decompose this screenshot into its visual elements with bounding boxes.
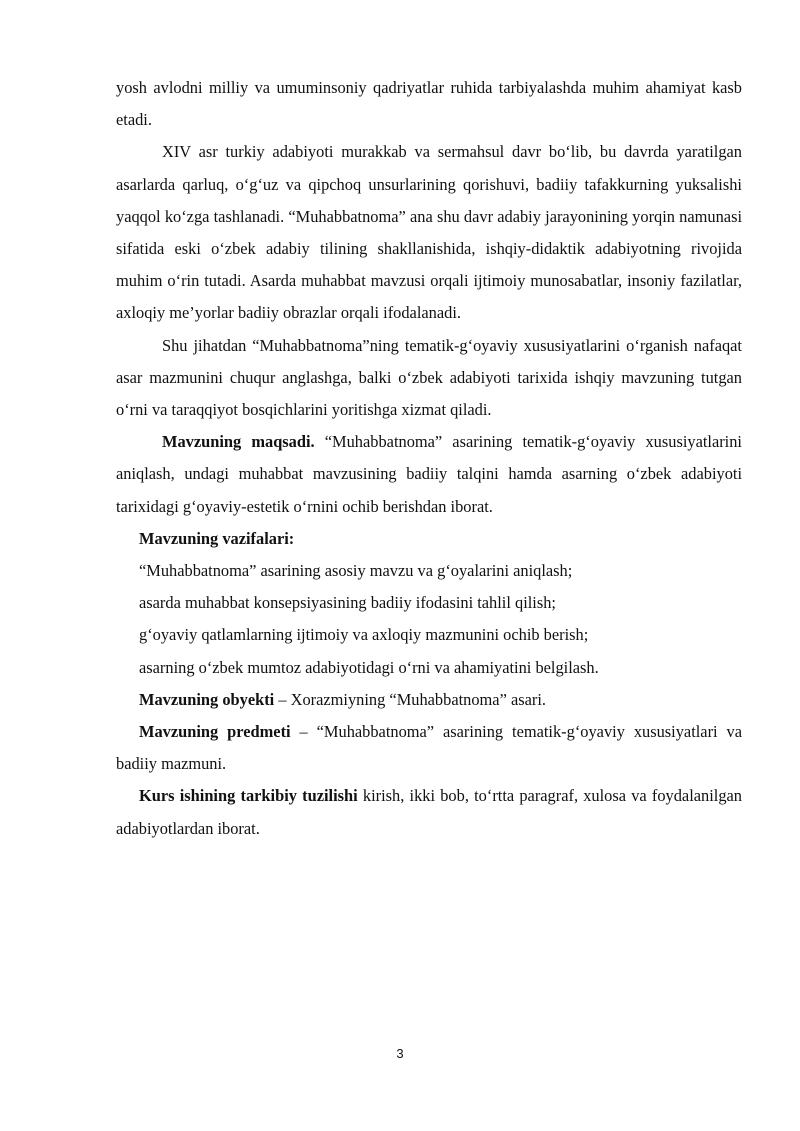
tasks-heading <box>116 523 742 555</box>
paragraph-subject <box>116 716 742 780</box>
paragraph-intro-continuation: yosh avlodni milliy va umuminsoniy qadriyatlar ruhida tarbiyalashda muhim ahamiyat kasb etadi. <box>116 78 742 130</box>
structure-text: kirish, ikki bob, to‘rtta paragraf, xulosa va foydalanilgan adabiyotlardan iborat. <box>116 786 743 838</box>
paragraph-xiv-century: XIV asr turkiy adabiyoti murakkab va sermahsul davr bo‘lib, bu davrda yaratilgan asarlarda qarluq, o‘g‘uz va qipchoq unsurlarining qorishuvi, badiiy tafakkurning yuksalishi yaqqol ko‘zga tashlanadi. “Muhabbatnoma” ana shu davr adabiy jarayonining yorqin namunasi sifatida eski o‘zbek adabiy tilining shakllanishida, ishqiy-didaktik adabiyotning rivojida muhim o‘rin tutadi. Asarda muhabbat mavzusi orqali ijtimoiy munosabatlar, insoniy fazilatlar, axloqiy me’yorlar badiiy obrazlar orqali ifodalanadi. <box>116 142 742 323</box>
task-item: “Muhabbatnoma” asarining asosiy mavzu va g‘oyalarini aniqlash; <box>139 561 573 581</box>
goal-label: Mavzuning maqsadi. <box>162 432 315 452</box>
paragraph-structure <box>116 780 742 844</box>
task-item: g‘oyaviy qatlamlarning ijtimoiy va axloqiy mazmunini ochib berish; <box>139 625 589 645</box>
task-item: asarda muhabbat konsepsiyasining badiiy ifodasini tahlil qilish; <box>139 593 556 613</box>
tasks-label: Mavzuning vazifalari: <box>139 528 295 548</box>
paragraph-significance: Shu jihatdan “Muhabbatnoma”ning tematik-g‘oyaviy xususiyatlarini o‘rganish nafaqat asar mazmunini chuqur anglashga, balki o‘zbek adabiyoti tarixida ishqiy mavzuning tutgan o‘rni va taraqqiyot bosqichlarini yoritishga xizmat qiladi. <box>116 335 742 420</box>
object-label: Mavzuning obyekti <box>139 689 275 709</box>
structure-label: Kurs ishining tarkibiy tuzilishi <box>139 786 358 806</box>
task-item: asarning o‘zbek mumtoz adabiyotidagi o‘rni va ahamiyatini belgilash. <box>139 657 599 677</box>
subject-text: – “Muhabbatnoma” asarining tematik-g‘oyaviy xususiyatlari va badiiy mazmuni. <box>116 722 742 774</box>
object-text: – Xorazmiyning “Muhabbatnoma” asari. <box>274 689 546 709</box>
subject-label: Mavzuning predmeti <box>139 722 291 742</box>
goal-text: “Muhabbatnoma” asarining tematik-g‘oyaviy xususiyatlarini aniqlash, undagi muhabbat mavzusining badiiy talqini hamda asarning o‘zbek adabiyoti tarixidagi g‘oyaviy-estetik o‘rnini ochib berishdan iborat. <box>116 432 742 516</box>
paragraph-object <box>116 684 742 716</box>
paragraph-goal <box>116 426 742 523</box>
page-number: 3 <box>396 1046 404 1061</box>
document-page <box>116 72 742 845</box>
